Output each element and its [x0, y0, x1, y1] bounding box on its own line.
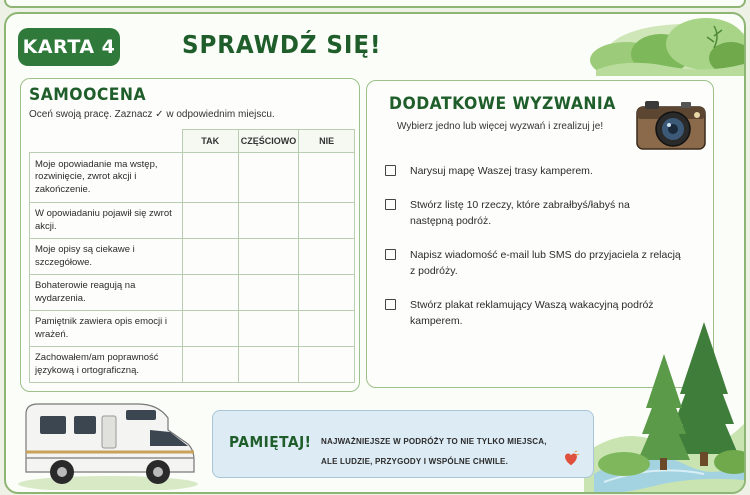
remember-line-1: NAJWAŻNIEJSZE W PODRÓŻY TO NIE TYLKO MIEJSCA, — [321, 437, 547, 446]
table-corner — [30, 130, 183, 153]
check-cell-yes[interactable] — [182, 311, 238, 347]
column-header-partly: CZĘŚCIOWO — [238, 130, 299, 153]
check-cell-partly[interactable] — [238, 153, 299, 203]
criterion-text: Moje opisy są ciekawe i szczegółowe. — [30, 239, 183, 275]
check-cell-no[interactable] — [299, 275, 355, 311]
criterion-text: Pamiętnik zawiera opis emocji i wrażeń. — [30, 311, 183, 347]
check-cell-yes[interactable] — [182, 153, 238, 203]
challenge-item — [385, 247, 705, 279]
self-assessment-table — [29, 129, 355, 383]
check-cell-no[interactable] — [299, 153, 355, 203]
extra-challenges-title: DODATKOWE WYZWANIA — [389, 94, 616, 114]
check-cell-no[interactable] — [299, 347, 355, 383]
challenge-text: Narysuj mapę Waszej trasy kamperem. — [410, 165, 593, 177]
camera-icon — [633, 93, 709, 153]
check-cell-partly[interactable] — [238, 275, 299, 311]
challenge-checkbox[interactable] — [385, 299, 396, 310]
challenge-item — [385, 197, 705, 229]
criterion-text: Zachowałem/am poprawność językową i ortograficzną. — [30, 347, 183, 383]
remember-title: PAMIĘTAJ! — [229, 433, 312, 451]
check-cell-no[interactable] — [299, 239, 355, 275]
challenge-item — [385, 163, 705, 179]
check-cell-partly[interactable] — [238, 311, 299, 347]
extra-challenges-instruction: Wybierz jedno lub więcej wyzwań i zrealizuj je! — [397, 121, 604, 132]
challenge-text: Napisz wiadomość e-mail lub SMS do przyjaciela z relacją z podróży. — [410, 249, 681, 277]
bushes-illustration — [566, 14, 744, 76]
challenge-text: Stwórz plakat reklamujący Waszą wakacyjną podróż kamperem. — [410, 299, 654, 327]
table-row — [30, 275, 355, 311]
criterion-text: Moje opowiadanie ma wstęp, rozwinięcie, zwrot akcji i zakończenie. — [30, 153, 183, 203]
self-assessment-panel — [20, 78, 360, 392]
check-cell-yes[interactable] — [182, 239, 238, 275]
check-cell-yes[interactable] — [182, 203, 238, 239]
check-cell-partly[interactable] — [238, 347, 299, 383]
heart-icon — [562, 450, 580, 468]
criterion-text: W opowiadaniu pojawił się zwrot akcji. — [30, 203, 183, 239]
column-header-yes: TAK — [182, 130, 238, 153]
table-row — [30, 347, 355, 383]
table-row — [30, 311, 355, 347]
check-cell-yes[interactable] — [182, 347, 238, 383]
camper-van-illustration — [18, 394, 198, 490]
self-assessment-instruction: Oceń swoją pracę. Zaznacz ✓ w odpowiednim miejscu. — [29, 109, 275, 120]
check-cell-no[interactable] — [299, 203, 355, 239]
challenge-checkbox[interactable] — [385, 165, 396, 176]
check-cell-partly[interactable] — [238, 203, 299, 239]
self-assessment-title: SAMOOCENA — [29, 85, 147, 105]
page-title: SPRAWDŹ SIĘ! — [182, 30, 382, 59]
challenge-checkbox[interactable] — [385, 199, 396, 210]
challenge-checkbox[interactable] — [385, 249, 396, 260]
pine-trees-illustration — [584, 304, 744, 492]
column-header-no: NIE — [299, 130, 355, 153]
criterion-text: Bohaterowie reagują na wydarzenia. — [30, 275, 183, 311]
challenge-text: Stwórz listę 10 rzeczy, które zabrałbyś/łabyś na następną podróż. — [410, 199, 630, 227]
check-cell-no[interactable] — [299, 311, 355, 347]
top-border-strip — [4, 0, 746, 8]
table-row — [30, 153, 355, 203]
check-cell-partly[interactable] — [238, 239, 299, 275]
worksheet-card — [4, 12, 746, 494]
check-cell-yes[interactable] — [182, 275, 238, 311]
table-row — [30, 203, 355, 239]
card-number-badge: KARTA 4 — [18, 28, 120, 66]
table-row — [30, 239, 355, 275]
remember-line-2: ALE LUDZIE, PRZYGODY I WSPÓLNE CHWILE. — [321, 457, 509, 466]
remember-note — [212, 410, 594, 478]
